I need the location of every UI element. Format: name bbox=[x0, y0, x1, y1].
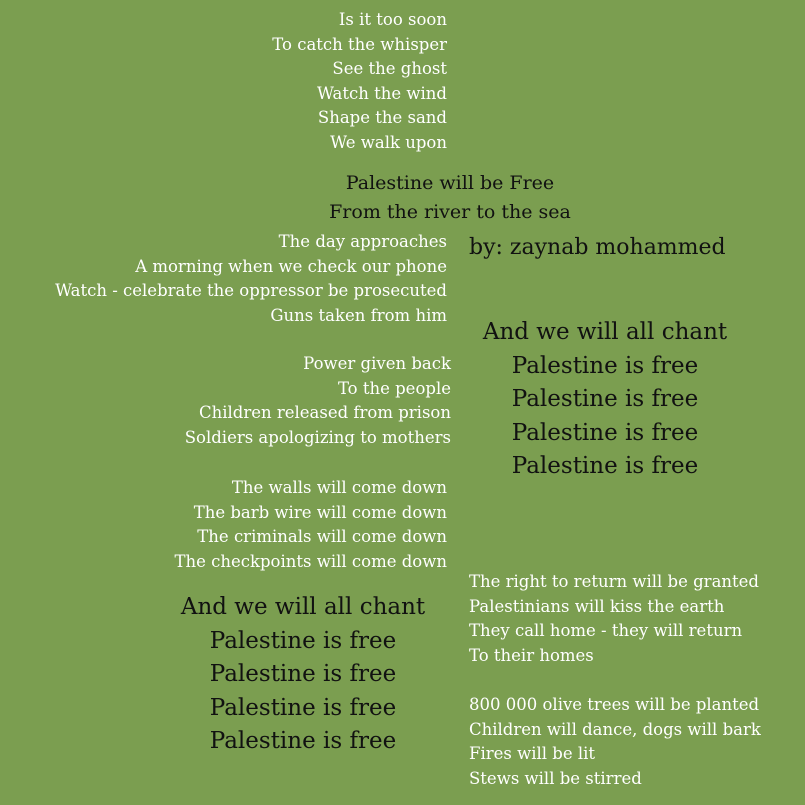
chant-line: Palestine is free bbox=[209, 627, 397, 654]
stanza-power-given-back bbox=[185, 352, 451, 450]
stanza-olive-trees bbox=[469, 693, 761, 791]
poem-line: The walls will come down bbox=[231, 478, 447, 497]
author-byline bbox=[469, 232, 726, 264]
poem-line: 800 000 olive trees will be planted bbox=[469, 695, 760, 714]
poem-line: A morning when we check our phone bbox=[135, 256, 447, 276]
poem-line: Fires will be lit bbox=[469, 744, 596, 764]
poem-line: To catch the whisper bbox=[272, 34, 447, 54]
poem-line: The criminals will come down bbox=[197, 527, 447, 547]
motto-line: Palestine will be Free bbox=[345, 172, 555, 194]
poem-line: The barb wire will come down bbox=[193, 502, 447, 522]
poem-line: To their homes bbox=[469, 645, 594, 665]
poem-line: Watch - celebrate the oppressor be prosecuted bbox=[55, 281, 447, 301]
chant-right bbox=[470, 316, 740, 484]
poem-line: Watch the wind bbox=[317, 83, 447, 103]
poem-line: Children will dance, dogs will bark bbox=[469, 719, 761, 739]
poem-line: The day approaches bbox=[278, 232, 447, 251]
poem-line: Is it too soon bbox=[338, 10, 447, 29]
poem-line: Palestinians will kiss the earth bbox=[469, 596, 725, 616]
chant-left bbox=[168, 591, 438, 759]
poem-line: We walk upon bbox=[330, 132, 447, 152]
motto bbox=[300, 169, 600, 227]
poem-line: Children released from prison bbox=[198, 403, 451, 423]
chant-line: And we will all chant bbox=[180, 594, 426, 620]
poem-line: See the ghost bbox=[332, 59, 447, 79]
poem-line: Guns taken from him bbox=[270, 305, 447, 325]
chant-line: Palestine is free bbox=[511, 453, 699, 480]
intro-stanza bbox=[272, 8, 447, 156]
poem-line: Stews will be stirred bbox=[469, 768, 642, 788]
poem-line: Power given back bbox=[303, 354, 451, 373]
chant-line: Palestine is free bbox=[511, 352, 699, 379]
poem-line: The right to return will be granted bbox=[469, 572, 759, 591]
chant-line: Palestine is free bbox=[209, 728, 397, 755]
motto-line: From the river to the sea bbox=[329, 201, 571, 223]
poem-line: They call home - they will return bbox=[469, 621, 743, 641]
chant-line: Palestine is free bbox=[209, 694, 397, 721]
stanza-right-to-return bbox=[469, 570, 759, 668]
stanza-day-approaches bbox=[55, 230, 447, 328]
poem-line: Soldiers apologizing to mothers bbox=[184, 427, 451, 447]
stanza-walls-come-down bbox=[174, 476, 447, 574]
chant-line: Palestine is free bbox=[511, 386, 699, 413]
poem-line: Shape the sand bbox=[317, 108, 447, 128]
chant-line: Palestine is free bbox=[511, 419, 699, 446]
poem-line: The checkpoints will come down bbox=[174, 551, 447, 571]
chant-line: Palestine is free bbox=[209, 661, 397, 688]
poem-line: To the people bbox=[337, 378, 451, 398]
chant-line: And we will all chant bbox=[482, 319, 728, 345]
author-name: by: zaynab mohammed bbox=[469, 235, 726, 260]
